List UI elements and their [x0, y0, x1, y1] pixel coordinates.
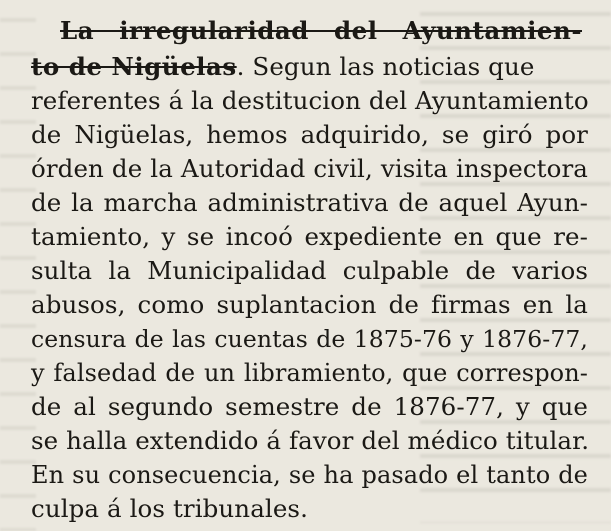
article-line: de al segundo semestre de 1876-77, y que: [31, 392, 588, 421]
article-line: se halla extendido á favor del médico titular.: [31, 426, 590, 455]
article-line: sulta la Municipalidad culpable de varios: [31, 256, 588, 285]
article-line: culpa á los tribunales.: [31, 494, 308, 523]
article-line: referentes á la destitucion del Ayuntamiento: [31, 86, 589, 115]
article-first-line-text: . Segun las noticias que: [236, 52, 535, 81]
article-headline: La irregularidad del Ayuntamien-: [60, 16, 582, 45]
article-line: de la marcha administrativa de aquel Ayun-: [31, 188, 588, 217]
article-line: tamiento, y se incoó expediente en que re-: [31, 222, 588, 251]
article-line: órden de la Autoridad civil, visita inspectora: [31, 154, 588, 183]
article-line: abusos, como suplantacion de firmas en la: [31, 290, 588, 319]
article-line: y falsedad de un libramiento, que correspon-: [31, 359, 588, 387]
article-line: censura de las cuentas de 1875-76 y 1876-77,: [31, 325, 588, 353]
article-line: En su consecuencia, se ha pasado el tanto de: [31, 461, 588, 489]
article-line: de Nigüelas, hemos adquirido, se giró por: [31, 120, 588, 149]
article-first-line: [31, 50, 588, 84]
article-headline-continuation: to de Nigüelas: [31, 52, 237, 81]
